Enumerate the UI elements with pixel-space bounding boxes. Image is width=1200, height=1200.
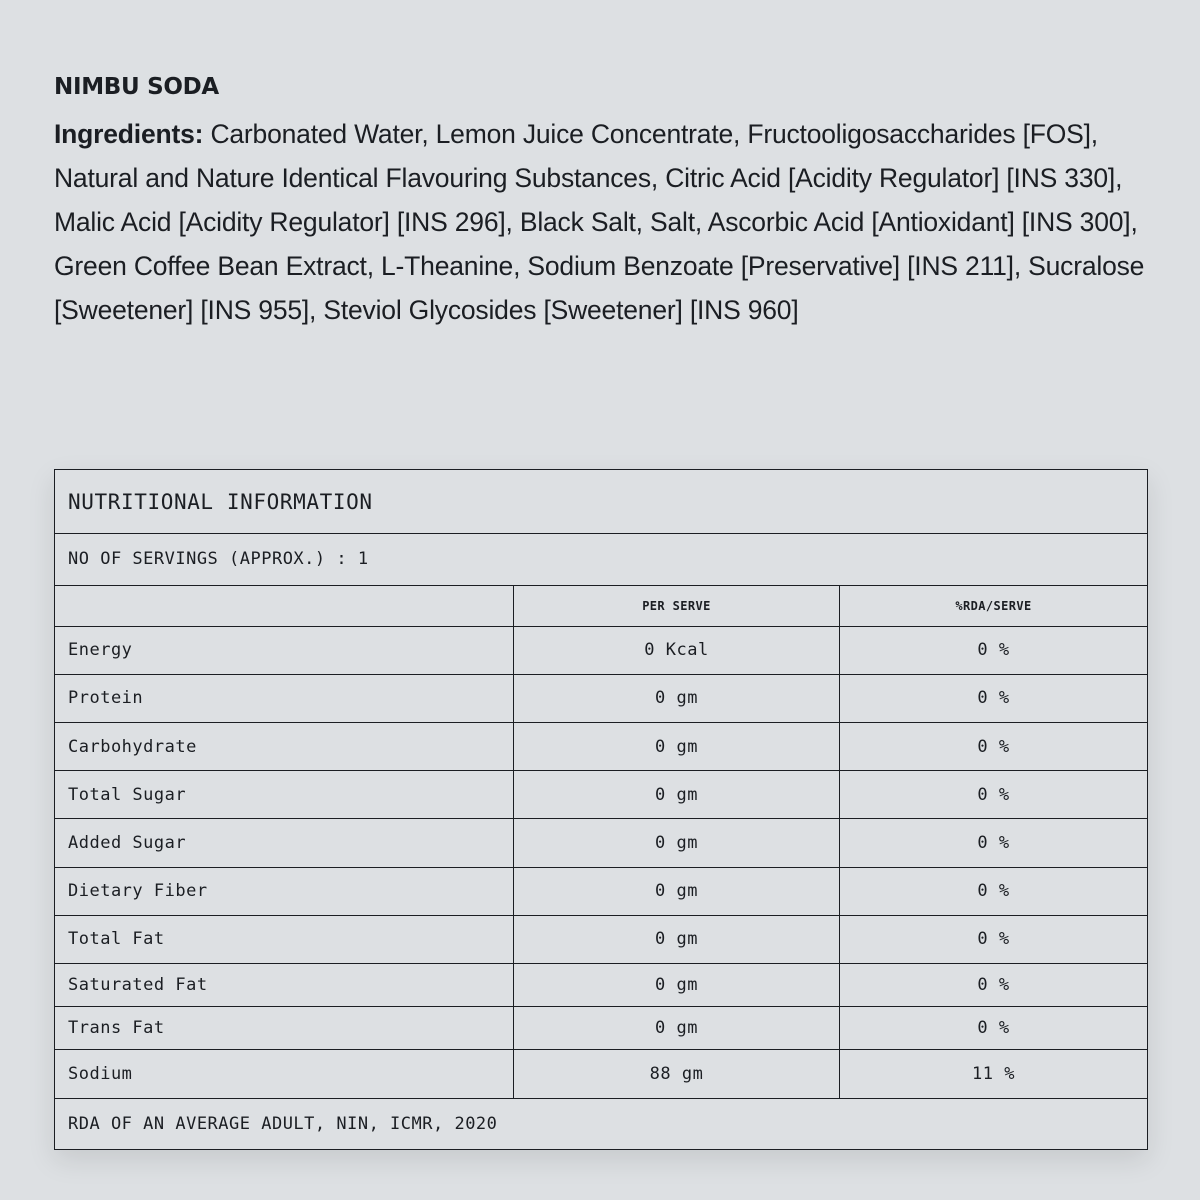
nutrient-name: Saturated Fat [55,964,514,1007]
ingredients-label: Ingredients: [54,119,204,149]
rda-value: 0 % [840,771,1148,819]
servings-info: NO OF SERVINGS (APPROX.) : 1 [55,534,1148,585]
nutrient-name: Dietary Fiber [55,867,514,915]
table-row [55,1007,1148,1050]
nutrient-column-header [55,585,514,626]
table-row [55,819,1148,867]
per-serve-value: 0 gm [514,723,840,771]
rda-value: 0 % [840,723,1148,771]
nutrient-name: Sodium [55,1050,514,1098]
per-serve-value: 0 gm [514,771,840,819]
rda-footnote: RDA OF AN AVERAGE ADULT, NIN, ICMR, 2020 [55,1098,1148,1149]
per-serve-value: 0 gm [514,674,840,722]
table-row [55,867,1148,915]
rda-value: 0 % [840,915,1148,963]
per-serve-value: 88 gm [514,1050,840,1098]
rda-value: 0 % [840,819,1148,867]
rda-column-header: %RDA/SERVE [840,585,1148,626]
per-serve-value: 0 gm [514,915,840,963]
rda-value: 0 % [840,1007,1148,1050]
product-name: NIMBU SODA [54,74,219,100]
per-serve-value: 0 gm [514,1007,840,1050]
table-row [55,626,1148,674]
per-serve-value: 0 Kcal [514,626,840,674]
rda-value: 0 % [840,867,1148,915]
rda-value: 11 % [840,1050,1148,1098]
table-row [55,723,1148,771]
nutrition-table [54,469,1148,1150]
nutrient-name: Trans Fat [55,1007,514,1050]
per-serve-column-header: PER SERVE [514,585,840,626]
rda-value: 0 % [840,674,1148,722]
table-row [55,674,1148,722]
ingredients-paragraph [54,112,1154,332]
table-row [55,771,1148,819]
nutrient-name: Total Fat [55,915,514,963]
nutrient-name: Protein [55,674,514,722]
table-row [55,1050,1148,1098]
nutrient-name: Carbohydrate [55,723,514,771]
column-header-row [55,585,1148,626]
rda-value: 0 % [840,964,1148,1007]
ingredients-text: Carbonated Water, Lemon Juice Concentrate, Fructooligosaccharides [FOS], Natural and Nature Identical Flavouring Substances, Citric Acid [Acidity Regulator] [INS 330], Malic Acid [Acidity Regulator] [INS 296], Black Salt, Salt, Ascorbic Acid [Antioxidant] [INS 300], Green Coffee Bean Extract, L-Theanine, Sodium Benzoate [Preservative] [INS 211], Sucralose [Sweetener] [INS 955], Steviol Glycosides [Sweetener] [INS 960] [54,119,1145,325]
table-row [55,915,1148,963]
per-serve-value: 0 gm [514,867,840,915]
table-row [55,964,1148,1007]
per-serve-value: 0 gm [514,964,840,1007]
per-serve-value: 0 gm [514,819,840,867]
rda-value: 0 % [840,626,1148,674]
nutrient-name: Added Sugar [55,819,514,867]
nutrient-name: Total Sugar [55,771,514,819]
nutrient-name: Energy [55,626,514,674]
nutrition-title: NUTRITIONAL INFORMATION [55,470,1148,534]
